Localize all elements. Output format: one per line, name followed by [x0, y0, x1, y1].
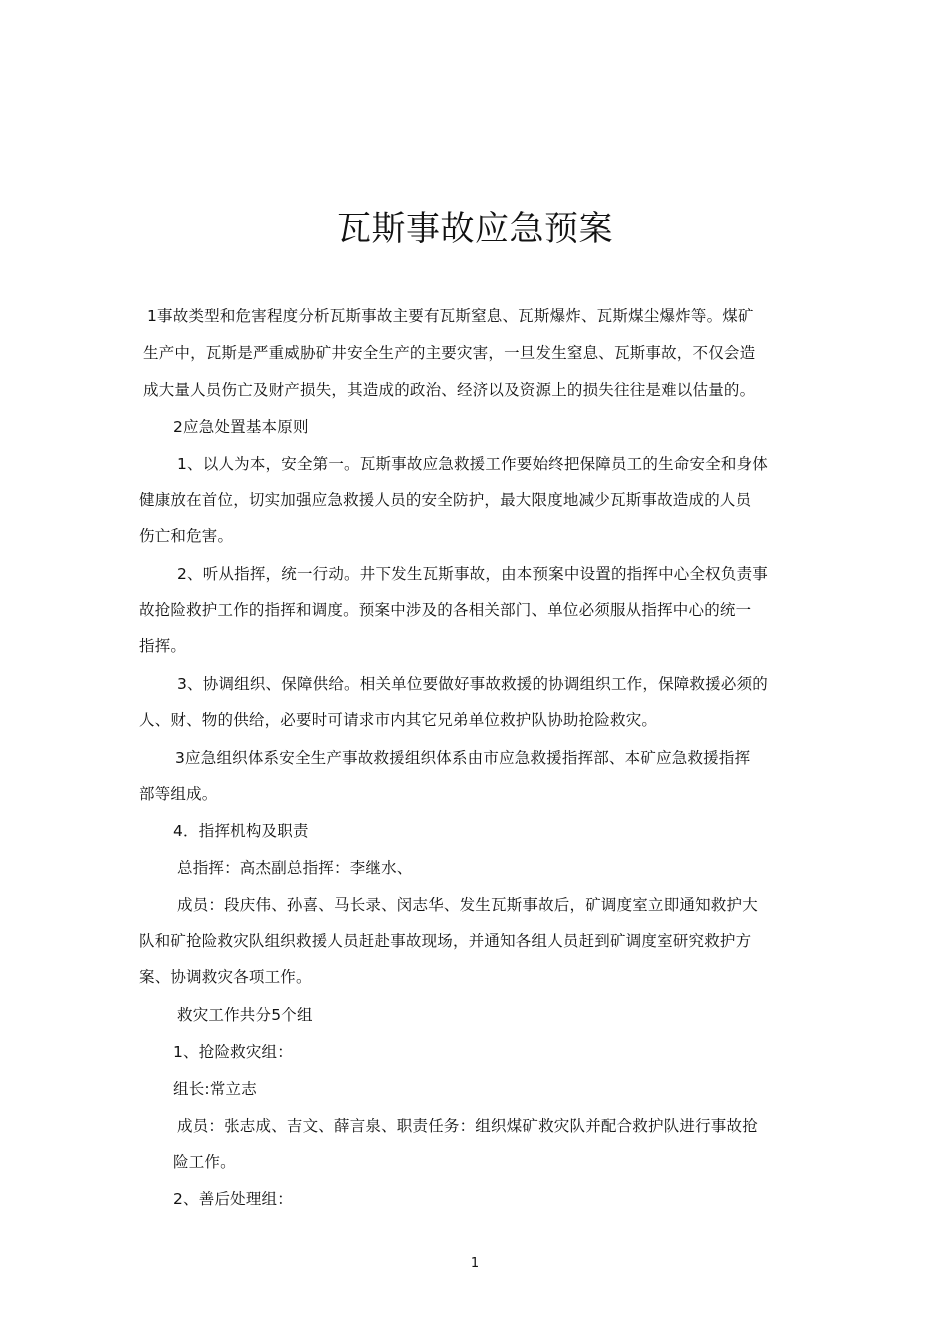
text-line: 成员：段庆伟、孙喜、马长录、闵志华、发生瓦斯事故后，矿调度室立即通知救护大: [177, 896, 758, 914]
group-1-heading: 1、抢险救灾组：: [173, 1043, 293, 1061]
text-line: 案、协调救灾各项工作。: [139, 968, 312, 986]
section-heading-command: 4．指挥机构及职责: [173, 822, 309, 840]
document-title: 瓦斯事故应急预案: [337, 209, 613, 249]
commander-line: 总指挥：高杰副总指挥：李继水、: [177, 859, 413, 877]
group-1-leader: 组长:常立志: [173, 1080, 257, 1098]
text-line: 成员：张志成、吉文、薛言泉、职责任务：组织煤矿救灾队并配合救护队进行事故抢: [177, 1117, 758, 1135]
text-line: 人、财、物的供给，必要时可请求市内其它兄弟单位救护队协助抢险救灾。: [139, 711, 658, 729]
text-line: 伤亡和危害。: [139, 527, 234, 545]
text-line: 1事故类型和危害程度分析瓦斯事故主要有瓦斯窒息、瓦斯爆炸、瓦斯煤尘爆炸等。煤矿: [147, 307, 754, 325]
text-line: 指挥。: [139, 637, 187, 655]
text-line: 生产中，瓦斯是严重威胁矿井安全生产的主要灾害，一旦发生窒息、瓦斯事故，不仅会造: [143, 344, 756, 362]
groups-count-line: 救灾工作共分5个组: [177, 1006, 313, 1024]
text-line: 部等组成。: [139, 785, 218, 803]
text-line: 1、以人为本，安全第一。瓦斯事故应急救援工作要始终把保障员工的生命安全和身体: [177, 455, 768, 473]
section-heading-principles: 2应急处置基本原则: [173, 418, 309, 436]
text-line: 险工作。: [173, 1153, 236, 1171]
group-2-heading: 2、善后处理组：: [173, 1190, 293, 1208]
text-line: 故抢险救护工作的指挥和调度。预案中涉及的各相关部门、单位必须服从指挥中心的统一: [139, 601, 752, 619]
text-line: 成大量人员伤亡及财产损失，其造成的政治、经济以及资源上的损失往往是难以估量的。: [143, 381, 756, 399]
text-line: 3应急组织体系安全生产事故救援组织体系由市应急救援指挥部、本矿应急救援指挥: [175, 749, 751, 767]
text-line: 2、听从指挥，统一行动。井下发生瓦斯事故，由本预案中设置的指挥中心全权负责事: [177, 565, 768, 583]
text-line: 队和矿抢险救灾队组织救援人员赶赴事故现场，并通知各组人员赶到矿调度室研究救护方: [139, 932, 752, 950]
text-line: 健康放在首位，切实加强应急救援人员的安全防护，最大限度地减少瓦斯事故造成的人员: [139, 491, 752, 509]
page-number: 1: [470, 1256, 480, 1271]
text-line: 3、协调组织、保障供给。相关单位要做好事故救援的协调组织工作，保障救援必须的: [177, 675, 768, 693]
